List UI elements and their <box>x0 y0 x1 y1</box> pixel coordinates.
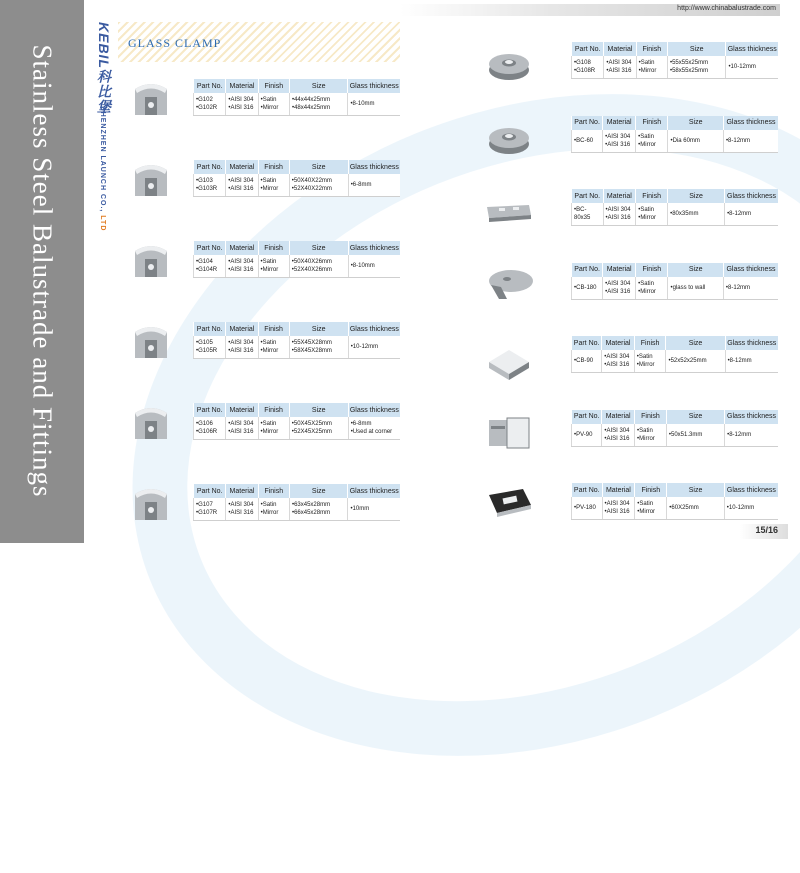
size-cell <box>289 174 348 197</box>
spec-header-cell: Part No. <box>572 483 603 497</box>
spec-value: • AISI 316 <box>604 435 632 443</box>
spec-header-cell: Part No. <box>572 116 603 130</box>
size-cell <box>289 93 347 116</box>
glass-thickness-cell <box>725 203 778 226</box>
spec-value: • Satin <box>637 353 664 361</box>
glass-thickness-cell <box>348 174 400 197</box>
spec-value: • AISI 304 <box>228 420 255 428</box>
spec-value: • Mirror <box>637 361 664 369</box>
glass-thickness-cell <box>348 336 400 359</box>
company-name-main: SHENZHEN LAUNCH CO., <box>99 106 106 216</box>
spec-value: • AISI 304 <box>604 427 632 435</box>
part-number-cell <box>194 417 226 440</box>
spec-table <box>571 116 778 153</box>
clamp-photo <box>483 38 535 90</box>
spec-value: • 8-12mm <box>726 284 776 292</box>
spec-value: • 52X40X26mm <box>292 266 346 274</box>
spec-header-cell: Glass thickness <box>348 403 400 417</box>
spec-value: • CB-90 <box>574 357 599 365</box>
glass-thickness-cell <box>348 255 400 278</box>
spec-value: • PV-180 <box>574 504 600 512</box>
clamp-photo <box>125 237 177 289</box>
spec-value: • AISI 304 <box>228 501 255 509</box>
material-cell <box>226 93 258 116</box>
glass-thickness-cell <box>726 56 778 79</box>
spec-value: • Mirror <box>261 428 287 436</box>
clamp-photo <box>125 75 177 127</box>
spec-header-cell: Part No. <box>194 160 226 174</box>
spec-header-cell: Glass thickness <box>724 483 778 497</box>
section-title: GLASS CLAMP <box>128 36 222 50</box>
spec-value: • 8-12mm <box>728 357 776 365</box>
spec-value: • G107R <box>196 509 223 517</box>
spec-header-cell: Material <box>603 189 636 203</box>
spec-header-cell: Size <box>289 79 347 93</box>
size-cell <box>668 203 725 226</box>
spec-table <box>193 160 400 197</box>
spec-value: • 55x55x25mm <box>670 59 723 67</box>
spec-value: • 8-10mm <box>351 262 398 270</box>
spec-value: • BC-80x35 <box>574 206 601 222</box>
spec-header-cell: Part No. <box>572 336 602 350</box>
spec-value: • Mirror <box>637 435 664 443</box>
material-cell <box>226 336 258 359</box>
spec-value: • Satin <box>638 280 665 288</box>
spec-value: • 52X45X25mm <box>292 428 346 436</box>
spec-value: • G104 <box>196 258 223 266</box>
finish-cell <box>258 174 289 197</box>
spec-value: • 50X45X25mm <box>292 420 346 428</box>
spec-value: • G106R <box>196 428 223 436</box>
finish-cell <box>634 350 666 373</box>
spec-value: • AISI 316 <box>604 361 632 369</box>
spec-header-cell: Part No. <box>572 189 604 203</box>
spec-value: • 52X40X22mm <box>292 185 346 193</box>
spec-table <box>193 322 400 359</box>
spec-header-cell: Material <box>603 116 636 130</box>
spec-header-cell: Part No. <box>194 322 226 336</box>
spec-value: • 8-12mm <box>726 137 776 145</box>
spec-value: • Used at corner <box>351 428 398 436</box>
spec-value: • 6-8mm <box>351 420 398 428</box>
spec-value: • G105 <box>196 339 223 347</box>
spec-value: • Satin <box>261 420 287 428</box>
spec-value: • Satin <box>639 59 665 67</box>
part-number-cell <box>572 424 602 447</box>
spec-header-cell: Material <box>226 484 258 498</box>
spec-value: • AISI 304 <box>228 339 255 347</box>
size-cell <box>668 130 723 153</box>
size-cell <box>666 424 724 447</box>
spec-value: • 52x52x25mm <box>668 357 722 365</box>
brand-logo: KEBIL科比堡 <box>96 22 112 114</box>
spec-header-cell: Material <box>602 410 635 424</box>
spec-value: • AISI 316 <box>605 508 633 516</box>
spec-value: • 10mm <box>350 505 398 513</box>
spec-header-cell: Part No. <box>572 410 602 424</box>
clamp-photo <box>125 399 177 451</box>
spec-value: • Satin <box>638 133 665 141</box>
spec-value: • Satin <box>261 339 287 347</box>
spec-table <box>571 42 778 79</box>
material-cell <box>603 130 636 153</box>
spec-value: • G102 <box>196 96 223 104</box>
spec-header-cell: Size <box>667 42 725 56</box>
spec-header-cell: Glass thickness <box>725 410 778 424</box>
finish-cell <box>258 417 289 440</box>
material-cell <box>602 424 635 447</box>
spec-value: • AISI 316 <box>605 288 633 296</box>
spec-header-cell: Finish <box>636 263 668 277</box>
size-cell <box>668 277 723 300</box>
brand-block <box>96 22 114 242</box>
spec-value: • 50x51.3mm <box>669 431 722 439</box>
size-cell <box>667 56 725 79</box>
spec-value: • G103 <box>196 177 223 185</box>
spec-value: • Mirror <box>638 288 665 296</box>
spec-header-cell: Finish <box>635 483 667 497</box>
spec-header-cell: Material <box>226 79 258 93</box>
spec-value: • Mirror <box>638 214 665 222</box>
spec-value: • Dia 60mm <box>670 137 720 145</box>
spec-header-cell: Finish <box>636 42 667 56</box>
clamp-photo <box>125 156 177 208</box>
spec-value: • 10-12mm <box>728 63 776 71</box>
finish-cell <box>258 498 289 521</box>
spec-header-cell: Finish <box>258 160 289 174</box>
spec-value: • AISI 316 <box>228 509 255 517</box>
spec-header-cell: Glass thickness <box>723 116 778 130</box>
spec-value: • Mirror <box>638 141 665 149</box>
material-cell <box>602 497 635 520</box>
spec-header-cell: Finish <box>258 79 289 93</box>
spec-header-cell: Material <box>226 241 258 255</box>
spec-header-cell: Finish <box>258 241 289 255</box>
spec-value: • AISI 304 <box>228 96 255 104</box>
spec-header-cell: Material <box>602 483 635 497</box>
finish-cell <box>636 277 668 300</box>
finish-cell <box>635 497 667 520</box>
spec-value: • 8-12mm <box>727 210 776 218</box>
glass-thickness-cell <box>348 417 400 440</box>
glass-thickness-cell <box>725 350 778 373</box>
spec-value: • 8-12mm <box>727 431 776 439</box>
spec-value: • G104R <box>196 266 223 274</box>
clamp-photo <box>483 112 535 164</box>
spec-table <box>193 79 400 116</box>
size-cell <box>289 417 348 440</box>
material-cell <box>226 174 258 197</box>
material-cell <box>226 255 258 278</box>
spec-value: • Satin <box>261 96 287 104</box>
spec-header-cell: Part No. <box>194 484 226 498</box>
spec-header-cell: Finish <box>258 484 289 498</box>
spec-value: • G107 <box>196 501 223 509</box>
part-number-cell <box>572 130 603 153</box>
spec-header-cell: Part No. <box>572 263 603 277</box>
spec-value: • AISI 304 <box>604 353 632 361</box>
spec-value: • 50X40X22mm <box>292 177 346 185</box>
spec-table <box>571 483 778 520</box>
part-number-cell <box>572 350 602 373</box>
spec-header-cell: Material <box>604 42 636 56</box>
spec-header-cell: Material <box>603 263 636 277</box>
spec-value: • Satin <box>261 258 287 266</box>
clamp-photo <box>483 185 535 237</box>
website-url[interactable]: http://www.chinabalustrade.com <box>677 5 776 12</box>
spec-header-cell: Material <box>226 322 258 336</box>
spec-header-cell: Part No. <box>194 403 226 417</box>
spec-value: • AISI 316 <box>228 104 255 112</box>
spec-header-cell: Glass thickness <box>725 336 778 350</box>
spec-header-cell: Glass thickness <box>348 484 400 498</box>
spec-header-cell: Size <box>668 116 723 130</box>
spec-table <box>193 484 400 521</box>
spec-value: • AISI 316 <box>228 185 255 193</box>
size-cell <box>289 336 348 359</box>
part-number-cell <box>194 336 226 359</box>
spec-header-cell: Glass thickness <box>348 79 400 93</box>
spec-header-cell: Glass thickness <box>348 241 400 255</box>
spec-header-cell: Size <box>289 322 348 336</box>
spec-value: • AISI 304 <box>605 133 633 141</box>
page-number: 15/16 <box>755 525 778 535</box>
spec-header-cell: Finish <box>636 189 668 203</box>
spec-value: • BC-60 <box>574 137 600 145</box>
glass-thickness-cell <box>723 277 778 300</box>
clamp-photo <box>483 479 535 531</box>
part-number-cell <box>572 497 603 520</box>
spec-value: • 58x55x25mm <box>670 67 723 75</box>
clamp-photo <box>483 406 535 458</box>
spec-header-cell: Size <box>667 483 725 497</box>
part-number-cell <box>194 498 226 521</box>
spec-value: • 80x35mm <box>670 210 722 218</box>
spec-table <box>571 189 778 226</box>
part-number-cell <box>572 277 603 300</box>
spec-value: • Mirror <box>261 185 287 193</box>
material-cell <box>226 498 258 521</box>
spec-value: • AISI 304 <box>605 280 633 288</box>
spec-value: • glass to wall <box>670 284 720 292</box>
spec-value: • 44x44x25mm <box>292 96 345 104</box>
spec-table <box>571 410 778 447</box>
spec-value: • AISI 316 <box>228 428 255 436</box>
spec-value: • Satin <box>261 177 287 185</box>
sidebar <box>0 0 84 543</box>
finish-cell <box>635 424 667 447</box>
finish-cell <box>636 130 668 153</box>
size-cell <box>666 350 725 373</box>
spec-header-cell: Material <box>226 403 258 417</box>
spec-value: • 6-8mm <box>351 181 398 189</box>
spec-value: • Mirror <box>261 104 287 112</box>
finish-cell <box>258 93 289 116</box>
spec-value: • 55X45X28mm <box>292 339 346 347</box>
spec-table <box>571 263 778 300</box>
spec-header-cell: Finish <box>258 403 289 417</box>
spec-value: • Satin <box>261 501 287 509</box>
spec-value: • AISI 316 <box>228 347 255 355</box>
spec-value: • AISI 304 <box>228 177 255 185</box>
part-number-cell <box>194 93 226 116</box>
glass-thickness-cell <box>723 130 778 153</box>
spec-header-cell: Size <box>289 160 348 174</box>
spec-header-cell: Finish <box>258 322 289 336</box>
glass-thickness-cell <box>725 424 778 447</box>
spec-table <box>193 403 400 440</box>
spec-value: • AISI 304 <box>228 258 255 266</box>
material-cell <box>602 350 635 373</box>
part-number-cell <box>572 56 604 79</box>
size-cell <box>289 498 347 521</box>
spec-header-cell: Glass thickness <box>725 189 778 203</box>
spec-header-cell: Glass thickness <box>723 263 778 277</box>
spec-header-cell: Part No. <box>194 79 226 93</box>
spec-value: • Satin <box>638 206 665 214</box>
spec-value: • 10-12mm <box>351 343 398 351</box>
spec-value: • AISI 304 <box>605 500 633 508</box>
spec-value: • Mirror <box>261 266 287 274</box>
clamp-photo <box>483 332 535 384</box>
spec-header-cell: Size <box>668 263 723 277</box>
part-number-cell <box>572 203 604 226</box>
company-name-suffix: LTD <box>99 215 106 232</box>
spec-value: • Satin <box>637 427 664 435</box>
spec-value: • 60X25mm <box>669 504 722 512</box>
spec-value: • AISI 316 <box>605 141 633 149</box>
spec-header-cell: Size <box>666 336 725 350</box>
finish-cell <box>636 203 668 226</box>
spec-value: • AISI 316 <box>606 67 633 75</box>
catalog-title: Stainless Steel Balustrade and Fittings <box>27 44 58 498</box>
spec-value: • 48x44x25mm <box>292 104 345 112</box>
spec-value: • Mirror <box>261 509 287 517</box>
spec-value: • AISI 316 <box>228 266 255 274</box>
spec-header-cell: Glass thickness <box>726 42 778 56</box>
finish-cell <box>258 255 289 278</box>
spec-header-cell: Glass thickness <box>348 322 400 336</box>
spec-value: • G108R <box>574 67 601 75</box>
spec-value: • Mirror <box>639 67 665 75</box>
spec-header-cell: Part No. <box>572 42 604 56</box>
spec-value: • G105R <box>196 347 223 355</box>
spec-table <box>571 336 778 373</box>
spec-value: • AISI 316 <box>606 214 634 222</box>
spec-value: • Satin <box>637 500 664 508</box>
spec-header-cell: Size <box>668 189 725 203</box>
glass-thickness-cell <box>348 93 400 116</box>
finish-cell <box>636 56 667 79</box>
spec-value: • G103R <box>196 185 223 193</box>
material-cell <box>226 417 258 440</box>
size-cell <box>667 497 725 520</box>
spec-table <box>193 241 400 278</box>
spec-header-cell: Finish <box>636 116 668 130</box>
company-name <box>99 106 106 231</box>
finish-cell <box>258 336 289 359</box>
spec-header-cell: Size <box>666 410 724 424</box>
spec-header-cell: Glass thickness <box>348 160 400 174</box>
spec-value: • G102R <box>196 104 223 112</box>
material-cell <box>604 56 636 79</box>
spec-header-cell: Material <box>226 160 258 174</box>
spec-value: • Mirror <box>637 508 664 516</box>
spec-value: • 10-12mm <box>727 504 776 512</box>
glass-thickness-cell <box>724 497 778 520</box>
spec-value: • AISI 304 <box>606 59 633 67</box>
material-cell <box>603 277 636 300</box>
spec-value: • G106 <box>196 420 223 428</box>
clamp-photo <box>483 259 535 311</box>
spec-value: • 50X40X26mm <box>292 258 346 266</box>
spec-header-cell: Size <box>289 241 348 255</box>
spec-header-cell: Finish <box>635 410 667 424</box>
glass-thickness-cell <box>348 498 400 521</box>
size-cell <box>289 255 348 278</box>
part-number-cell <box>194 255 226 278</box>
spec-value: • PV-90 <box>574 431 599 439</box>
clamp-photo <box>125 480 177 532</box>
spec-value: • Mirror <box>261 347 287 355</box>
spec-header-cell: Size <box>289 484 347 498</box>
part-number-cell <box>194 174 226 197</box>
spec-value: • 8-10mm <box>350 100 398 108</box>
spec-value: • CB-180 <box>574 284 600 292</box>
spec-header-cell: Size <box>289 403 348 417</box>
spec-value: • AISI 304 <box>606 206 634 214</box>
material-cell <box>603 203 636 226</box>
spec-header-cell: Part No. <box>194 241 226 255</box>
spec-header-cell: Material <box>602 336 635 350</box>
spec-value: • 63x45x28mm <box>292 501 345 509</box>
spec-value: • G108 <box>574 59 601 67</box>
spec-value: • 58X45X28mm <box>292 347 346 355</box>
spec-value: • 66x45x28mm <box>292 509 345 517</box>
spec-header-cell: Finish <box>634 336 666 350</box>
clamp-photo <box>125 318 177 370</box>
